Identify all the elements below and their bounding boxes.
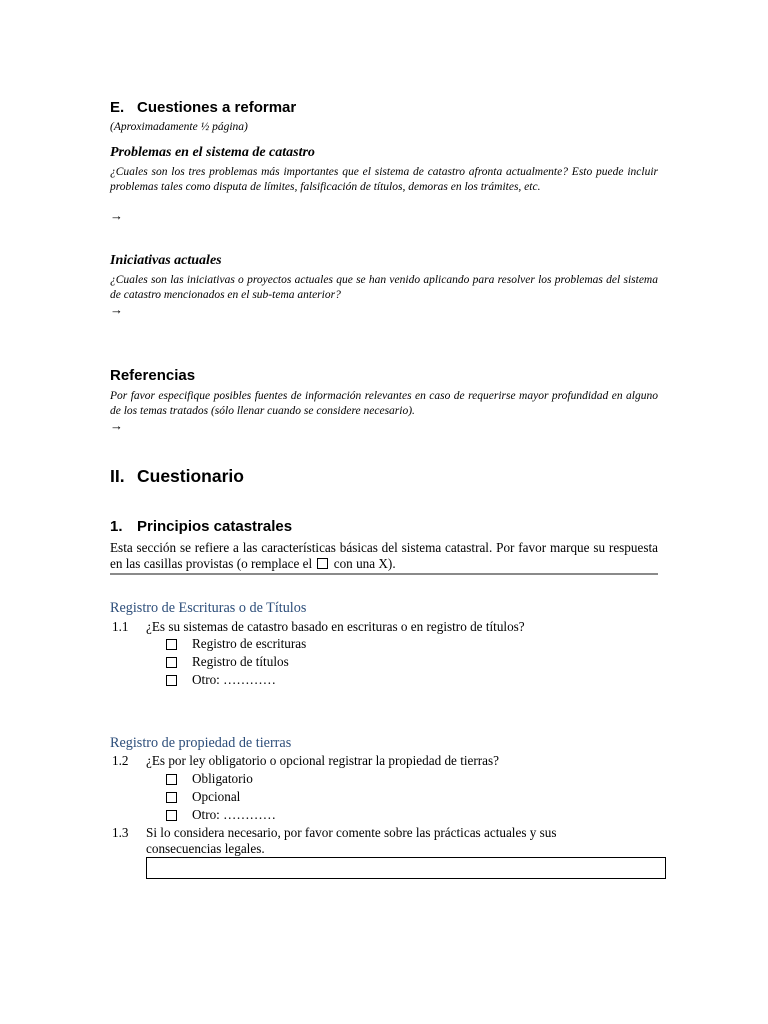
- checkbox[interactable]: [166, 675, 177, 686]
- question-1-2-text: ¿Es por ley obligatorio o opcional registrar la propiedad de tierras?: [146, 753, 500, 768]
- principios-text-before: Esta sección se refiere a las características básicas del sistema catastral. Por favor marque su respuesta en las casillas provistas (o remplace el: [110, 540, 658, 571]
- question-1-3-line-1: Si lo considera necesario, por favor comente sobre las prácticas actuales y sus: [146, 825, 557, 840]
- section-e-title-text: Cuestiones a reformar: [137, 99, 297, 116]
- option-label: Obligatorio: [192, 771, 253, 786]
- checkbox[interactable]: [166, 774, 177, 785]
- problemas-heading: Problemas en el sistema de catastro: [110, 145, 315, 160]
- section-e-title: [110, 99, 296, 116]
- section-ii-title: [110, 466, 244, 487]
- question-1-1-text: ¿Es su sistemas de catastro basado en escrituras o en registro de títulos?: [146, 619, 525, 634]
- iniciativas-text: ¿Cuales son las iniciativas o proyectos actuales que se han venido aplicando para resolver los problemas del sistema de catastro mencionados en el sub-tema anterior?: [110, 274, 658, 301]
- question-1-1-number: 1.1: [112, 619, 129, 634]
- question-1-3-line-2: consecuencias legales.: [146, 841, 265, 856]
- checkbox[interactable]: [166, 657, 177, 668]
- referencias-arrow-icon: →: [110, 418, 123, 433]
- section-e-subtitle: (Aproximadamente ½ página): [110, 121, 248, 133]
- question-1-2-number: 1.2: [112, 753, 129, 768]
- option-opcional[interactable]: [166, 789, 240, 805]
- principios-number: 1.: [110, 518, 123, 535]
- option-otro-1-2[interactable]: [166, 807, 276, 823]
- checkbox-icon: [317, 558, 328, 569]
- problemas-text: ¿Cuales son los tres problemas más importantes que el sistema de catastro afronta actualmente? Esto puede incluir problemas tales como disputa de límites, falsificación de títulos, demoras en los trámites, etc.: [110, 166, 658, 193]
- referencias-text: Por favor especifique posibles fuentes de información relevantes en caso de requerirse mayor profundidad en alguno de los temas tratados (sólo llenar cuando se considere necesario).: [110, 390, 658, 417]
- option-otro-1-1[interactable]: [166, 672, 276, 688]
- iniciativas-heading: Iniciativas actuales: [110, 253, 222, 268]
- checkbox[interactable]: [166, 792, 177, 803]
- option-label: Registro de títulos: [192, 654, 289, 669]
- option-label: Opcional: [192, 789, 241, 804]
- section-ii-title-text: Cuestionario: [137, 466, 244, 486]
- option-label: Registro de escrituras: [192, 636, 307, 651]
- principios-title: Principios catastrales: [137, 518, 293, 535]
- principios-heading: [110, 518, 292, 535]
- option-label: Otro: …………: [192, 807, 276, 822]
- section-divider: [110, 573, 658, 575]
- principios-text-after: con una X).: [333, 556, 396, 571]
- principios-text: [110, 540, 658, 572]
- checkbox[interactable]: [166, 810, 177, 821]
- option-registro-titulos[interactable]: [166, 654, 289, 670]
- section-ii-number: II.: [110, 466, 125, 486]
- iniciativas-arrow-icon: →: [110, 302, 123, 317]
- problemas-arrow-icon: →: [110, 208, 123, 223]
- option-label: Otro: …………: [192, 672, 276, 687]
- question-1-3-number: 1.3: [112, 825, 129, 840]
- registro-propiedad-heading: Registro de propiedad de tierras: [110, 735, 292, 751]
- checkbox[interactable]: [166, 639, 177, 650]
- section-e-number: E.: [110, 99, 125, 116]
- registro-escrituras-heading: Registro de Escrituras o de Títulos: [110, 600, 307, 616]
- option-obligatorio[interactable]: [166, 771, 253, 787]
- referencias-heading: Referencias: [110, 367, 196, 384]
- comment-answer-box[interactable]: [146, 857, 666, 879]
- option-registro-escrituras[interactable]: [166, 636, 306, 652]
